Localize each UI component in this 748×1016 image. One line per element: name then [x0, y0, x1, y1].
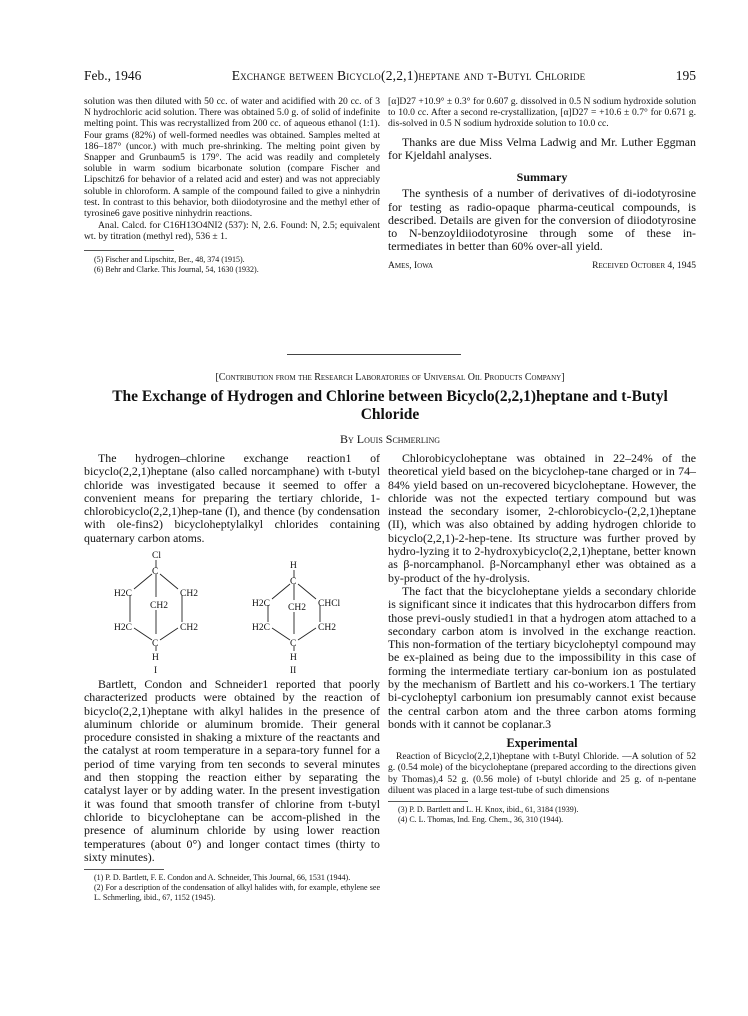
- intro-paragraph: The hydrogen–chlorine exchange reaction1 of bicyclo(2,2,1)heptane (also called norcamphane) with t-butyl chloride was investigated because it seemed to offer a convenient means for preparing the tertiary chloride, 1-chlorobicyclo(2,2,1)hep-tane (I), and thence (by condensation with ole-fins2) bicycloheptylalkyl chlorides containing quaternary carbon atoms.: [84, 451, 380, 545]
- struct2-c-top: C: [290, 577, 297, 587]
- struct2-h2c-upper: H2C: [252, 599, 270, 609]
- struct2-chcl: CHCl: [318, 599, 341, 609]
- bartlett-paragraph: Bartlett, Condon and Schneider1 reported that poorly characterized products were obtained by the reaction of bicyclo(2,2,1)heptane with alkyl halides in the presence of aluminum chloride or aluminum bromide. Their general procedure consisted in shaking a mixture of the reactants and the catalyst at room temperature in a separa-tory funnel for a period of time varying from ten seconds to several minutes and then stopping the reaction either by separating the catalyst layer or by adding water. In the present investigation it was found that smooth transfer of chlorine from t-butyl chloride to bicycloheptane can be accom-plished in the presence of aluminum chloride by using lower reaction temperatures (about 0°) and longer contact times (thirty to sixty minutes).: [84, 677, 380, 864]
- header-page-number: 195: [675, 68, 696, 83]
- footnote-1: (1) P. D. Bartlett, F. E. Condon and A. Schneider, This Journal, 66, 1531 (1944).: [94, 873, 351, 883]
- prev-article-left-column: [84, 96, 380, 275]
- results-paragraph: Chlorobicycloheptane was obtained in 22–24% of the theoretical yield based on the bicyclohep-tane charged or in 74–84% yield based on un-recovered bicycloheptane. However, the chloride was not the expected tertiary compound but was instead the secondary isomer, 2-chlorobicyclo-(2,2,1)heptane (II), which was also obtained by adding hydrogen chloride to bicyclo(2,2,1)-2-hep-tene. Its structure was further proved by hydro-lyzing it to 2-hydroxybicyclo(2,2,1)heptane, better known as β-norcamphanol. β-Norcamphanyl ether was obtained as a by-product of the hy-drolysis.: [388, 451, 696, 585]
- running-header: [84, 68, 696, 84]
- acknowledgement: Thanks are due Miss Velma Ladwig and Mr. Luther Eggman for Kjeldahl analyses.: [388, 134, 696, 162]
- header-running-title: Exchange between Bicyclo(2,2,1)heptane and t-Butyl Chloride: [231, 68, 586, 83]
- header-date: Feb., 1946: [84, 68, 142, 83]
- rotation-data: [α]D27 +10.9° ± 0.3° for 0.607 g. dissolved in 0.5 N sodium hydroxide solution to 10.0 cc. After a second re-crystallization, [α]D27 = +10.6 ± 0.7° for 0.671 g. dis-solved in 0.5 N sodium hydroxide solution to 10.0 cc.: [388, 96, 696, 130]
- discussion-paragraph: The fact that the bicycloheptane yields a secondary chloride is significant since it indicates that this hydrocarbon differs from those previ-ously studied1 in that a hydrogen atom attached to a secondary carbon atom is involved in the exchange reaction. This non-formation of the tertiary bicycloheptyl compound may be ex-plained as being due to the impossibility in this case of forming the intermediate tertiary car-bonium ion as postulated by the mechanism of Bartlett and his co-workers.1 The tertiary bi-cycloheptyl carbonium ion presumably cannot exist because the central carbon atom and the three carbon atoms forming bonds with it cannot be coplanar.3: [388, 583, 696, 731]
- struct1-h: H: [152, 653, 159, 663]
- signature-line: [388, 261, 696, 271]
- signature-location: Ames, Iowa: [388, 260, 434, 271]
- footnote-divider: [388, 801, 468, 802]
- contribution-line: [Contribution from the Research Laboratories of Universal Oil Products Company]: [215, 372, 565, 383]
- footnote-6: (6) Behr and Clarke. This Journal, 54, 1630 (1932).: [94, 264, 259, 274]
- footnote-2: (2) For a description of the condensation of alkyl halides with, for example, ethylene see L. Schmerling, ibid., 67, 1152 (1945).: [94, 883, 380, 903]
- struct2-ch2-lower: CH2: [318, 623, 336, 633]
- struct1-h2c-lower: H2C: [114, 623, 132, 633]
- footnote-5: (5) Fischer and Lipschitz, Ber., 48, 374 (1915).: [94, 254, 245, 264]
- article-title: The Exchange of Hydrogen and Chlorine between Bicyclo(2,2,1)heptane and t-Butyl Chloride: [112, 388, 668, 423]
- struct2-h-top: H: [290, 561, 297, 571]
- section-divider: [287, 354, 461, 355]
- struct1-c-bottom: C: [152, 639, 159, 649]
- struct1-label: I: [154, 666, 158, 675]
- struct1-ch2-upper: CH2: [180, 589, 198, 599]
- struct2-h2c-lower: H2C: [252, 623, 270, 633]
- summary-heading: Summary: [516, 170, 568, 185]
- structural-formulas: [94, 550, 394, 675]
- prev-article-body: solution was then diluted with 50 cc. of water and acidified with 20 cc. of 3 N hydrochloric acid solution. There was obtained 5.0 g. of solid of indefinite melting point. This was recrystallized from 200 cc. of aqueous ethanol (1:1). Four grams (82%) of well-formed needles was obtained. Samples melted at 186–187° (uncor.) with much pre-shrinking. The melting point given by Snapper and Grunbaum5 is 179°. The acid was readily and completely soluble in warm sodium bicarbonate solution (compare Fischer and Lipschitz6 for behavior of a related acid and ester) and was not appreciably soluble in chloroform. A sample of the compound failed to give a ninhydrin test. In contrast to this behavior, both diiodotyrosine and the methyl ether of tyrosine6 gave positive ninhydrin reactions.: [84, 96, 380, 220]
- struct1-c-top: C: [152, 567, 159, 577]
- footnote-4: (4) C. L. Thomas, Ind. Eng. Chem., 36, 310 (1944).: [398, 815, 564, 825]
- footnote-divider: [84, 250, 174, 251]
- struct1-ch2-lower: CH2: [180, 623, 198, 633]
- received-date: Received October 4, 1945: [592, 260, 696, 271]
- struct1-cl: Cl: [152, 551, 161, 561]
- article-left-column-continued: [84, 678, 380, 903]
- footnote-divider: [84, 869, 164, 870]
- struct1-h2c-upper: H2C: [114, 589, 132, 599]
- summary-text: The synthesis of a number of derivatives of di-iodotyrosine for testing as radio-opaque pharma-ceutical compounds, is described. Details are given for the conversion of diiodotyrosine to N-benzoyldiiodotyrosine through some of these in-termediates in better than 60% over-all yield.: [388, 186, 696, 254]
- struct2-h: H: [290, 653, 297, 663]
- experimental-heading: Experimental: [506, 736, 578, 751]
- article-left-column: [84, 452, 380, 545]
- experimental-text: Reaction of Bicyclo(2,2,1)heptane with t-Butyl Chloride. —A solution of 52 g. (0.54 mole) of the bicycloheptane (prepared according to the directions given by Thomas),4 52 g. (0.56 mole) of t-butyl chloride and 25 g. of n-pentane diluent was placed in a large test-tube of such dimensions: [388, 751, 696, 796]
- prev-article-right-column: [388, 96, 696, 271]
- struct2-c-bottom: C: [290, 639, 297, 649]
- struct2-label: II: [290, 666, 297, 675]
- struct1-ch2-bridge: CH2: [150, 601, 168, 611]
- article-right-column: [388, 452, 696, 825]
- article-byline: By Louis Schmerling: [339, 432, 440, 446]
- analysis-line: Anal. Calcd. for C16H13O4NI2 (537): N, 2.6. Found: N, 2.5; equivalent wt. by titration (methyl red), 536 ± 1.: [84, 220, 380, 243]
- struct2-ch2-bridge: CH2: [288, 603, 306, 613]
- footnote-3: (3) P. D. Bartlett and L. H. Knox, ibid., 61, 3184 (1939).: [398, 805, 579, 815]
